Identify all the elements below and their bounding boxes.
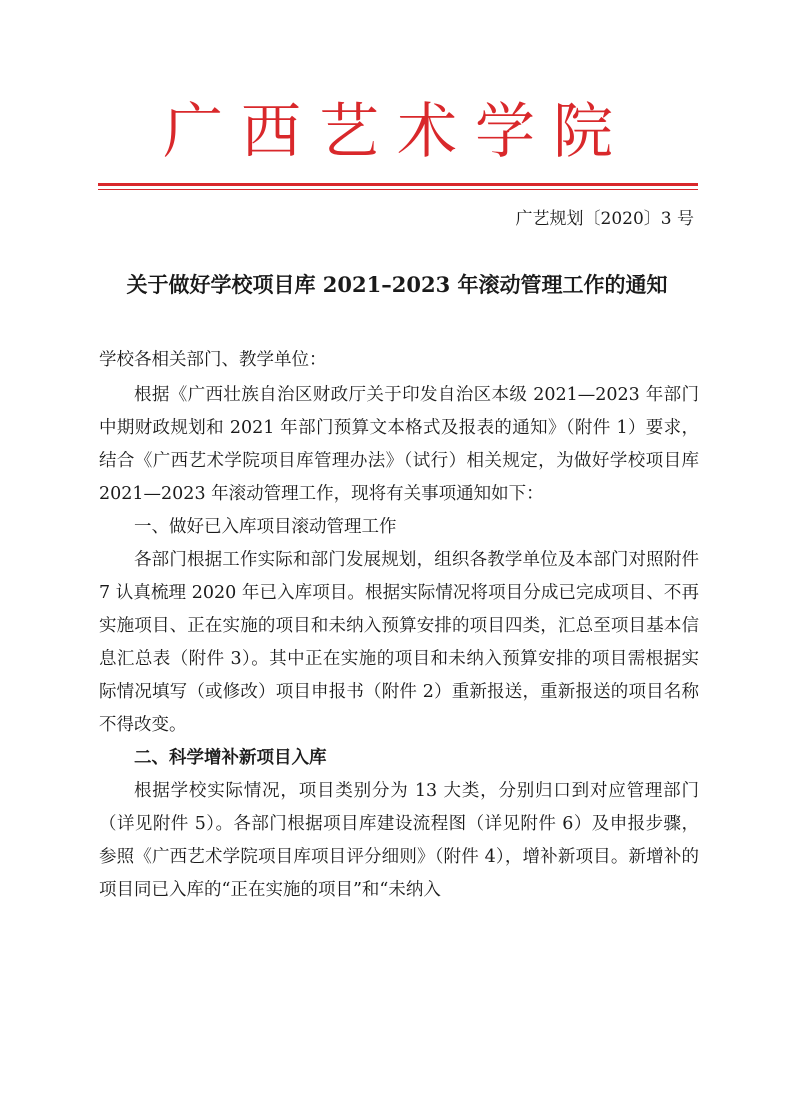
document-body — [99, 344, 699, 907]
intro-paragraph: 根据《广西壮族自治区财政厅关于印发自治区本级 2021—2023 年部门中期财政规划和 2021 年部门预算文本格式及报表的通知》（附件 1）要求，结合《广西艺术学院项目库管理办法》（试行）相关规定，为做好学校项目库 2021—2023 年滚动管理工作，现将有关事项通知如下： — [99, 385, 699, 504]
red-divider-line — [98, 183, 698, 186]
section-2-paragraph: 根据学校实际情况，项目类别分为 13 大类，分别归口到对应管理部门（详见附件 5）。各部门根据项目库建设流程图（详见附件 6）及申报步骤，参照《广西艺术学院项目库项目评分细则》（附件 4），增补新项目。新增补的项目同已入库的“正在实施的项目”和“未纳入 — [99, 781, 699, 900]
document-title: 关于做好学校项目库 2021–2023 年滚动管理工作的通知 — [126, 272, 668, 297]
section-heading-1: 一、做好已入库项目滚动管理工作 — [134, 517, 397, 537]
document-number: 广艺规划〔2020〕3 号 — [515, 209, 694, 229]
red-divider-line-thin — [98, 189, 698, 190]
salutation: 学校各相关部门、教学单位： — [99, 350, 327, 370]
section-1-paragraph: 各部门根据工作实际和部门发展规划，组织各教学单位及本部门对照附件 7 认真梳理 2020 年已入库项目。根据实际情况将项目分成已完成项目、不再实施项目、正在实施的项目和未纳入预算安排的项目四类，汇总至项目基本信息汇总表（附件 3）。其中正在实施的项目和未纳入预算安排的项目需根据实际情况填写（或修改）项目申报书（附件 2）重新报送，重新报送的项目名称不得改变。 — [99, 550, 699, 735]
masthead: 广西艺术学院 — [163, 97, 631, 167]
section-heading-2: 二、科学增补新项目入库 — [134, 748, 327, 768]
